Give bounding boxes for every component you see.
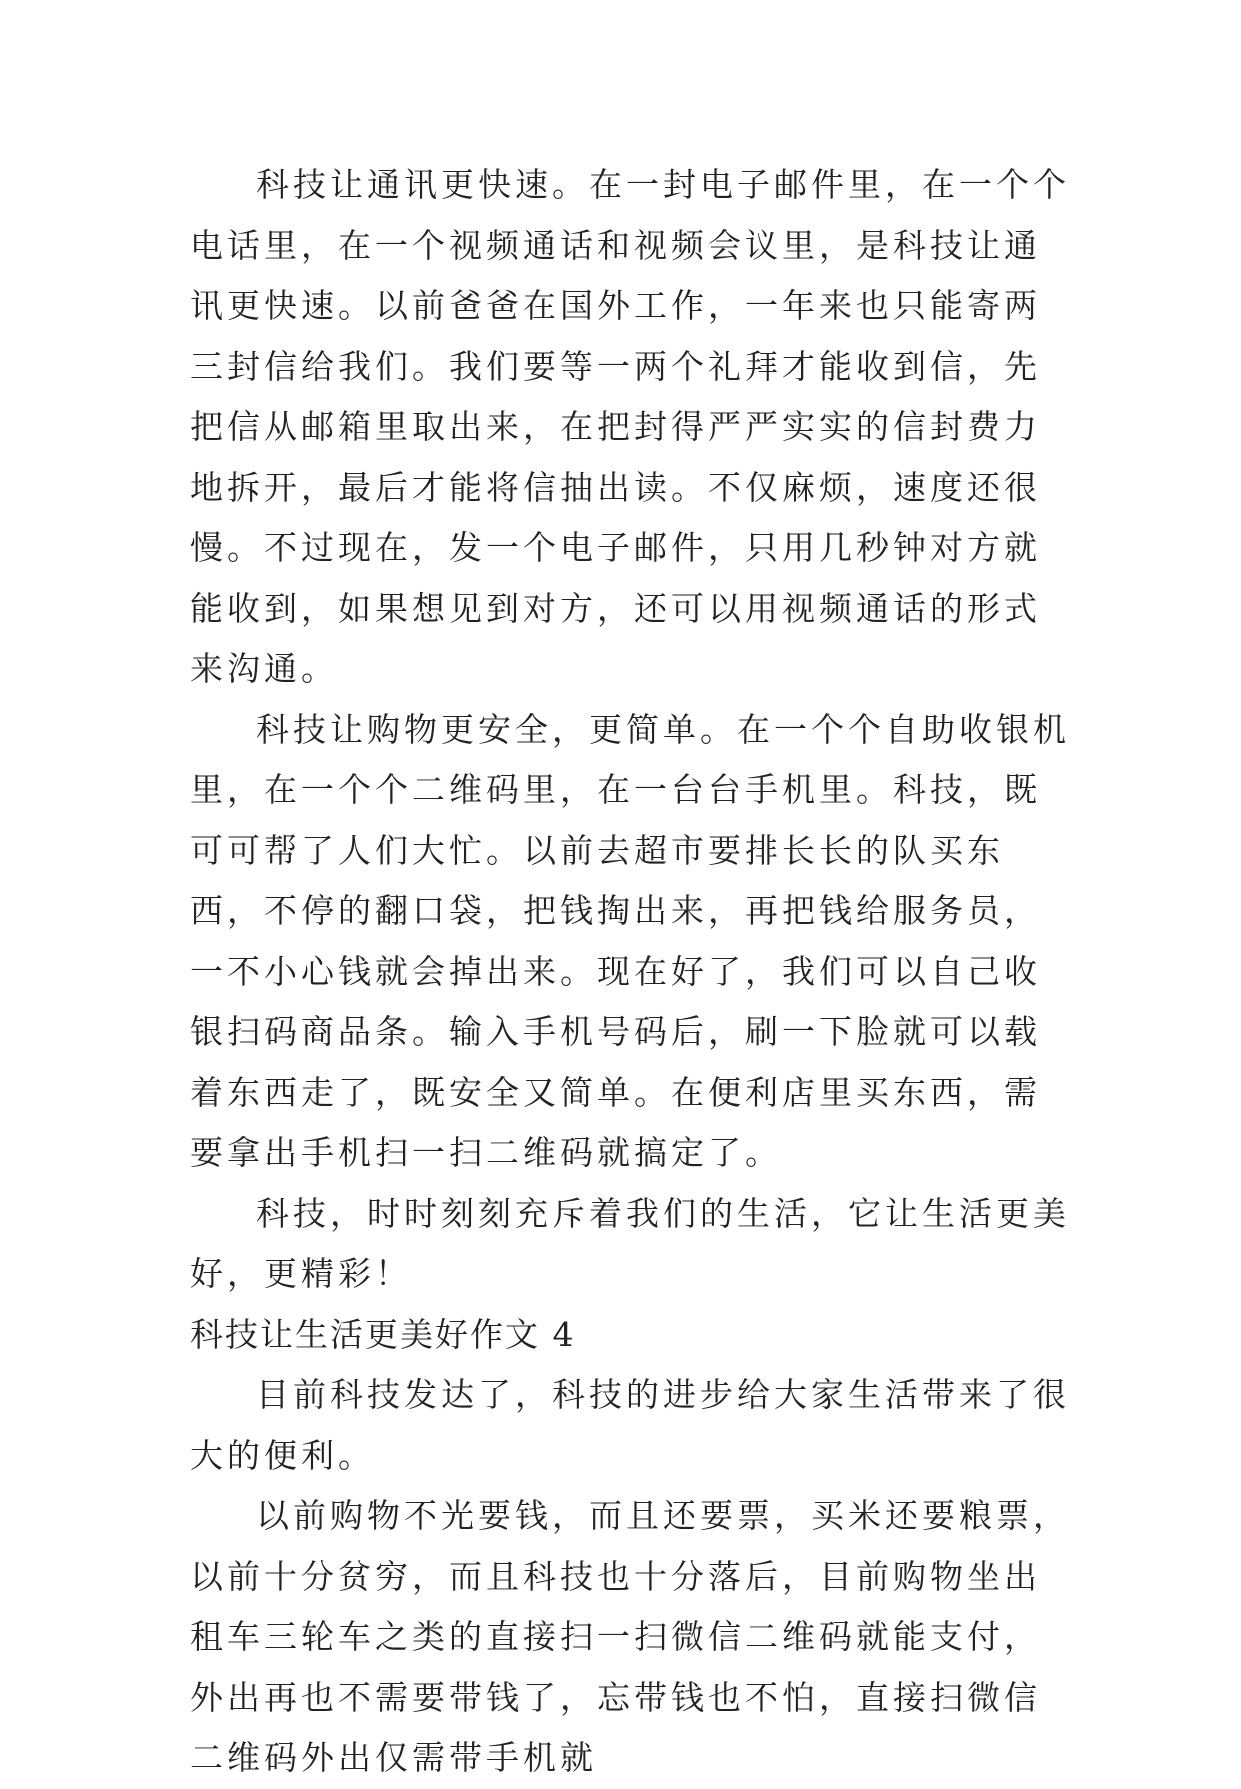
paragraph-communication: 科技让通讯更快速。在一封电子邮件里，在一个个电话里，在一个视频通话和视频会议里，是科技让通讯更快速。以前爸爸在国外工作，一年来也只能寄两三封信给我们。我们要等一两个礼拜才能收到信，先把信从邮箱里取出来，在把封得严严实实的信封费力地拆开，最后才能将信抽出读。不仅麻烦，速度还很慢。不过现在，发一个电子邮件，只用几秒钟对方就能收到，如果想见到对方，还可以用视频通话的形式来沟通。 bbox=[190, 165, 1070, 688]
paragraph-past-shopping: 以前购物不光要钱，而且还要票，买米还要粮票，以前十分贫穷，而且科技也十分落后，目前购物坐出租车三轮车之类的直接扫一扫微信二维码就能支付，外出再也不需要带钱了，忘带钱也不怕，直接扫微信二维码外出仅需带手机就 bbox=[190, 1496, 1070, 1777]
essay-heading: 科技让生活更美好作文 4 bbox=[190, 1314, 576, 1354]
document-body bbox=[190, 155, 1070, 1789]
paragraph-shopping: 科技让购物更安全，更简单。在一个个自助收银机里，在一个个二维码里，在一台台手机里。科技，既可可帮了人们大忙。以前去超市要排长长的队买东西，不停的翻口袋，把钱掏出来，再把钱给服务员，一不小心钱就会掉出来。现在好了，我们可以自己收银扫码商品条。输入手机号码后，刷一下脸就可以载着东西走了，既安全又简单。在便利店里买东西，需要拿出手机扫一扫二维码就搞定了。 bbox=[190, 709, 1070, 1172]
paragraph-intro: 目前科技发达了，科技的进步给大家生活带来了很大的便利。 bbox=[190, 1375, 1070, 1475]
paragraph-conclusion: 科技，时时刻刻充斥着我们的生活，它让生活更美好，更精彩！ bbox=[190, 1193, 1070, 1293]
